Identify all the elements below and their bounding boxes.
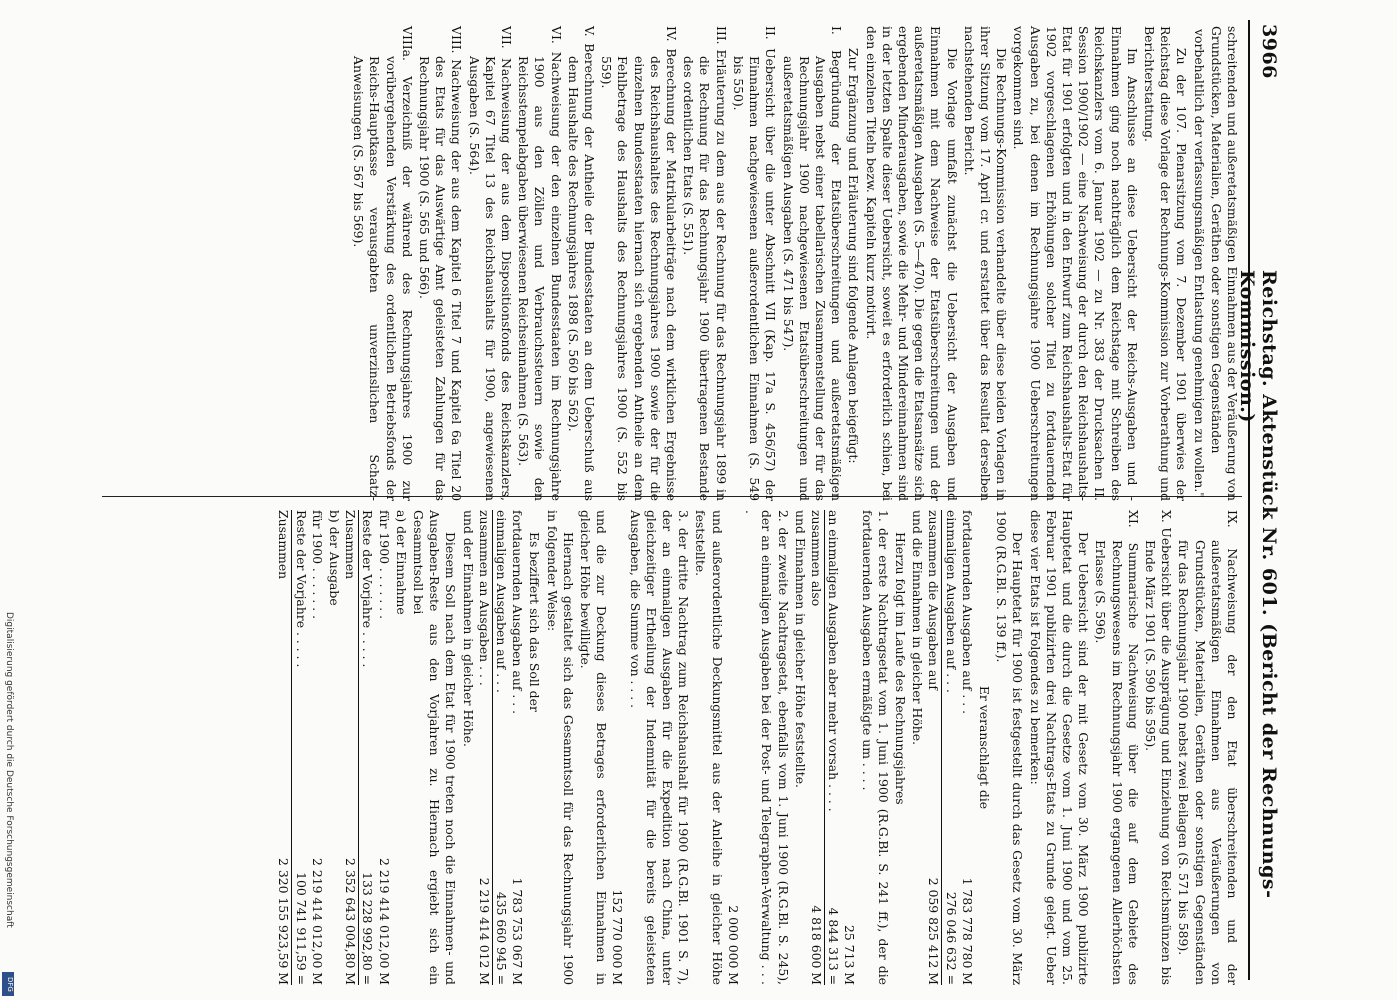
sum-label: für 1900 . . . . . . . — [309, 510, 325, 620]
list-item: III. Erläuterung zu dem aus der Rechnung für das Rechnungsjahr 1899 in die Rechnung für das Rechnungsjahr 1900 übertragenen Bestande des ordentlichen Etats (S. 551). — [681, 26, 729, 501]
sum-row — [925, 510, 941, 985]
sum-amount: 25 713 M — [842, 925, 858, 985]
subheading: b) der Ausgabe — [327, 510, 343, 606]
sum-label: einmaligen Ausgaben auf . . . — [943, 510, 959, 693]
sum-label: Reste der Vorjahre . . . . . — [360, 510, 376, 668]
sum-label: für 1900 . . . . . . . — [376, 510, 392, 620]
sum-amount: 100 741 911,59 = — [293, 872, 309, 985]
list-item: VIII. Nachweisung der aus dem Kapitel 6 Titel 7 und Kapitel 6a Titel 20 des Etats für das Auswärtige Amt geleisteten Zahlungen für das Rechnungsjahr 1900 (S. 565 und 566). — [417, 26, 465, 501]
subheading: a) der Einnahme — [393, 510, 409, 615]
sum-amount: 435 660 945 = — [494, 891, 510, 985]
list-item: 1. der erste Nachtragsetat vom 1. Juni 1900 (R.G.Bl. S. 241 ff.), der die fortdauernden Ausgaben ermäßigte um . . . . — [859, 510, 891, 985]
paragraph: und Einnahmen in gleicher Höhe feststellte. — [792, 510, 808, 788]
paragraph: Es beziffert sich das Soll der — [527, 532, 543, 712]
sum-label: fortdauernden Ausgaben auf . . . — [959, 510, 975, 715]
paragraph: Hiernach gestaltet sich das Gesammtsoll für das Rechnungsjahr 1900 in folgender Weise: — [544, 510, 576, 985]
left-column — [349, 26, 1240, 501]
sum-amount: 2 219 414 012,00 M — [309, 858, 325, 985]
sum-amount: 1 783 753 067 M — [510, 877, 526, 985]
paragraph: und die Einnahmen in gleicher Höhe. — [910, 510, 926, 746]
paragraph: Zu der 107. Plenarsitzung vom 7. Dezember 1901 überwies der Reichstag diese Vorlage der Rechnungs-Kommission zur Vorberathung und Berichterstattung. — [1141, 26, 1190, 501]
sum-amount: 152 770 000 M — [610, 889, 626, 985]
sum-row — [509, 510, 525, 985]
sum-label: Zusammen — [343, 510, 359, 580]
sum-amount: 1 783 778 780 M — [959, 877, 975, 985]
sum-amount: 2 352 643 004,80 M — [343, 858, 359, 985]
sum-row — [358, 510, 375, 985]
paragraph: Der Uebersicht sind der mit Gesetz vom 30. März 1900 publizirte Hauptetat und die durch die Gesetze vom 1. Juni 1900 und vom 25. Februar 1901 publizirten drei Nachtrags-Etats zu Grunde gelegt. Ueber diese vier Etats ist Folgendes zu bemerken: — [1027, 510, 1092, 985]
sum-row — [959, 510, 975, 985]
sum-row — [941, 510, 958, 985]
sum-row — [275, 510, 291, 985]
paragraph: Die Rechnungs-Kommission verhandelte über diese beiden Vorlagen in ihrer Sitzung vom 17. April cr. und erstattet über das Resultat derselben nachstehenden Bericht. — [961, 26, 1010, 501]
sum-amount: 4 844 313 = — [826, 907, 842, 985]
list-item: V. Berechnung der Antheile der Bundesstaaten an dem Ueberschuß aus dem Haushalte des Rechnungsjahres 1898 (S. 560 bis 562). — [565, 26, 598, 501]
sum-label: einmaligen Ausgaben auf . . . — [494, 510, 510, 693]
page-header — [1236, 0, 1280, 1000]
header-rule — [1248, 20, 1250, 980]
sum-label: zusammen an Ausgaben . . . — [476, 510, 492, 686]
list-item: 2. der zweite Nachtragsetat, ebenfalls vom 1. Juni 1900 (R.G.Bl. S. 245), der an einmaligen Ausgaben bei der Post- und Telegraphen-Verwaltung . . . . — [743, 510, 791, 985]
sum-row — [492, 510, 509, 985]
sum-label: Reste der Vorjahre . . . . . — [293, 510, 309, 668]
sum-row — [309, 510, 325, 985]
sum-row — [375, 510, 391, 985]
sum-row — [841, 510, 857, 985]
sum-amount: 2 320 155 923,59 M — [276, 858, 292, 985]
paragraph: und die zur Deckung dieses Betrages erforderlichen Einnahmen in gleicher Höhe bewilligte. — [578, 510, 610, 985]
list-item: X. Uebersicht über die Ausprägung und Einziehung von Reichsmünzen bis Ende März 1901 (S. 590 bis 595). — [1142, 510, 1175, 985]
paragraph: Im Anschlusse an diese Uebersicht der Reichs-Ausgaben und -Einnahmen ging noch nachträglich dem Reichstage mit Schreiben des Reichskanzlers vom 6. Januar 1902 — zu Nr. 383 der Drucksachen II. Session 1900/1902 — eine Nachweisung der durch den Reichshaushalts-Etat für 1901 erfolgten und in den Entwurf zum Reichshaushalts-Etat für 1902 vorgeschlagenen Erhöhungen solcher Titel zu fortdauernden Ausgaben zu, bei denen im Rechnungsjahre 1900 Ueberschreitungen vorgekommen sind. — [1011, 26, 1140, 501]
sum-row — [609, 510, 625, 985]
sum-amount: 133 228 992,80 = — [360, 872, 376, 985]
list-item: IV. Berechnung der Matrikularbeiträge nach dem wirklichen Ergebnisse des Reichshaushaltes des Rechnungsjahres 1900 sowie der für die einzelnen Bundesstaaten hiernach sich ergebenden Antheile an dem Fehlbetrage des Haushalts des Rechnungsjahres 1900 (S. 552 bis 559). — [599, 26, 680, 501]
paragraph: schreitenden und außeretatsmäßigen Einnahmen aus der Veräußerung von Grundstücken, Materialien, Geräthen oder sonstigen Gegenständen — [1208, 26, 1240, 501]
page-number: 3966 — [1258, 24, 1280, 79]
list-item: II. Uebersicht über die unter Abschnitt VII (Kap. 17a S. 456/57) der Einnahmen nachgewiesenen außerordentlichen Einnahmen (S. 549 bis 550). — [730, 26, 779, 501]
list-item: VII. Nachweisung der aus dem Dispositionsfonds des Reichskanzlers, Kapitel 67 Titel 13 des Reichshaushalts für 1900, angewiesenen Ausgaben (S. 564). — [466, 26, 515, 501]
sum-label: fortdauernden Ausgaben auf . . . — [510, 510, 526, 715]
paragraph: und der Einnahmen in gleicher Höhe. — [460, 510, 476, 747]
sum-label: zusammen die Ausgaben auf — [926, 510, 942, 690]
list-item: 3. der dritte Nachtrag zum Reichshaushalt für 1900 (R.G.Bl. 1901 S. 7), der an einmaligen Ausgaben für die Expedition nach China, unter gleichzeitiger Ertheilung der Indemnität für die bereits geleisteten Ausgaben, die Summe von . . . . — [627, 510, 692, 985]
header-title: Reichstag. Aktenstück Nr. 601. (Bericht der Rechnungs-Kommission.) — [1236, 270, 1280, 899]
sum-amount: 2 059 825 412 M — [926, 877, 942, 985]
dfg-logo-icon: DFG — [2, 972, 14, 996]
paragraph: Hierzu folgt im Laufe des Rechnungsjahres — [892, 532, 908, 805]
sum-label: Zusammen — [276, 510, 292, 580]
list-item: I. Begründung der Etatsüberschreitungen und außeretatsmäßigen Ausgaben nebst einer tabellarischen Zusammenstellung der für das Rechnungsjahr 1900 nachgewiesenen Etatsüberschreitungen und außeretatsmäßigen Ausgaben (S. 471 bis 547). — [780, 26, 845, 501]
paragraph: Der Hauptetat für 1900 ist festgestellt durch das Gesetz vom 30. März 1900 (R.G.Bl. S. 139 ff.). — [994, 510, 1026, 985]
list-item: XI. Summarische Nachweisung über die auf dem Gebiete des Rechnungswesens im Rechnungsjahr 1900 ergangenen Allerhöchsten Erlasse (S. 596). — [1093, 510, 1141, 985]
sum-amount: 2 219 414 012,00 M — [376, 858, 392, 985]
list-item: VI. Nachweisung der den einzelnen Bundesstaaten im Rechnungsjahre 1900 aus den Zöllen und Verbrauchssteuern sowie den Reichsstempelabgaben überwiesenen Reichseinnahmen (S. 563). — [516, 26, 564, 501]
sum-label: an einmaligen Ausgaben aber mehr vorsah . . . . — [826, 510, 842, 812]
sum-row — [725, 510, 741, 985]
sum-row — [824, 510, 841, 985]
sum-row — [291, 510, 308, 985]
paragraph: Zur Ergänzung und Erläuterung sind folgende Anlagen beigefügt: — [846, 48, 862, 464]
list-item: VIIIa. Verzeichniß der während des Rechnungsjahres 1900 zur vorübergehenden Verstärkung des ordentlichen Betriebsfonds der Reichs-Hauptkasse verausgabten unverzinslichen Schatz-Anweisungen (S. 567 bis 569). — [351, 26, 415, 501]
sum-row — [476, 510, 492, 985]
paragraph: Die Vorlage umfaßt zunächst die Uebersicht der Ausgaben und Einnahmen mit dem Nachweise der Etatsüberschreitungen und der außeretatsmäßigen Ausgaben (S. 5—470). Die gegen die Etatsansätze sich ergebenden Minderausgaben, sowie die Mehr- und Mindereinnahmen sind in der letzten Spalte dieser Uebersicht, soweit es erforderlich schien, bei den einzelnen Titeln bezw. Kapiteln kurz motivirt. — [863, 26, 960, 501]
sum-row — [342, 510, 358, 985]
sum-amount: 276 046 632 = — [943, 891, 959, 985]
sum-amount: 2 219 414 012 M — [476, 877, 492, 985]
sum-amount: 4 818 600 M — [808, 905, 824, 985]
sum-row — [808, 510, 824, 985]
paragraph: vorbehaltlich der verfassungsmäßigen Entlastung genehmigen zu wollen." — [1191, 29, 1207, 498]
paragraph: Er veranschlagt die — [976, 685, 992, 810]
paragraph: und außerordentliche Deckungsmittel aus der Anleihe in gleicher Höhe feststellte. — [693, 510, 725, 985]
margin-note — [0, 0, 18, 1000]
list-item: IX. Nachweisung der den Etat überschreitenden und der außeretatsmäßigen Einnahmen aus Veräußerungen von Grundstücken, Materialien, Geräthen oder sonstigen Gegenständen für das Rechnungsjahr 1900 nebst zwei Beilagen (S. 571 bis 589). — [1176, 510, 1240, 985]
funding-note: Digitalisierung gefördert durch die Deutsche Forschungsgemeinschaft — [4, 612, 14, 928]
sum-amount: 2 000 000 M — [725, 905, 741, 985]
sum-label: zusammen also — [808, 510, 824, 607]
paragraph: Diesem Soll nach dem Etat für 1900 treten noch die Einnahmen- und Ausgaben-Reste aus den Vorjahren zu. Hiernach ergiebt sich ein Gesammtsoll bei — [411, 510, 459, 985]
right-column — [275, 510, 1240, 985]
